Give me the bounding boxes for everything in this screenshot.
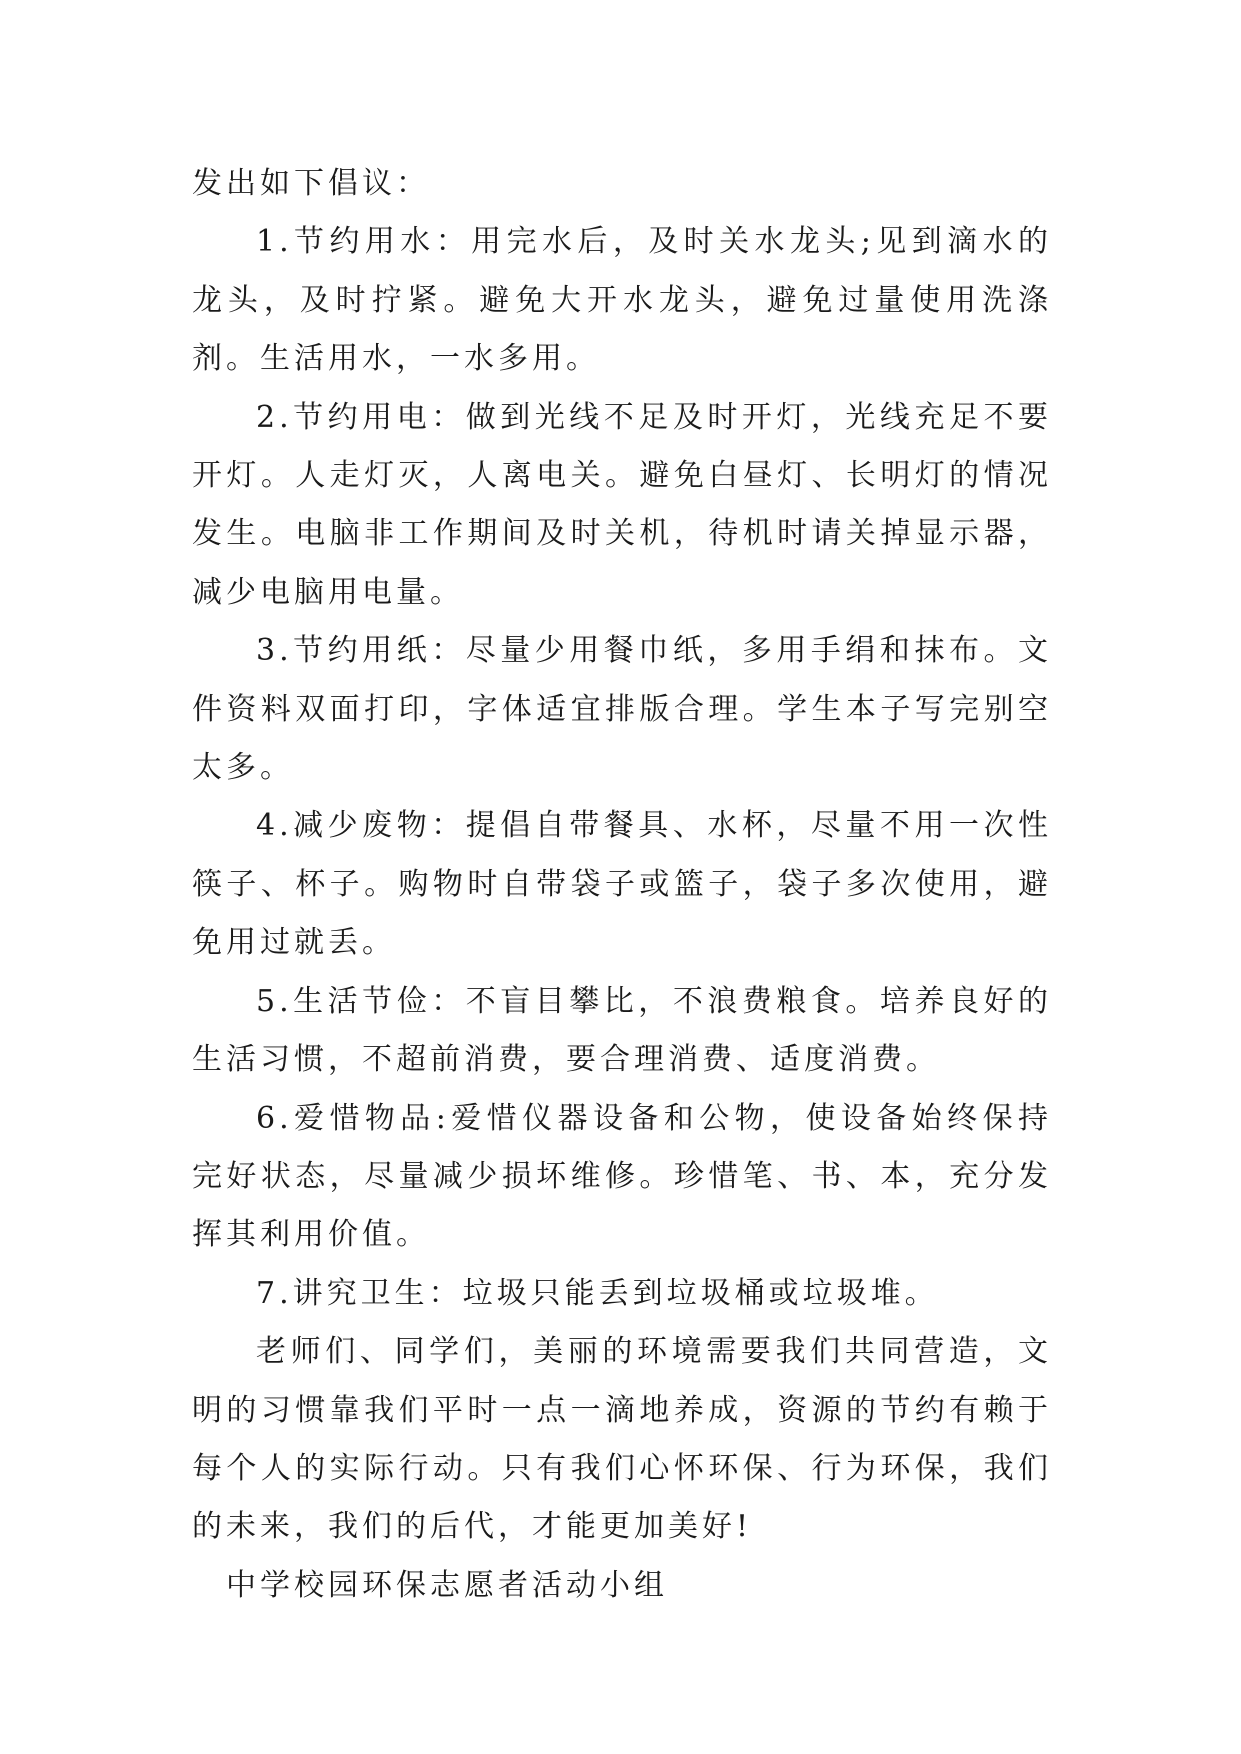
proposal-item-paper: 3.节约用纸：尽量少用餐巾纸，多用手绢和抹布。文件资料双面打印，字体适宜排版合理。学生本子写完别空太多。 bbox=[192, 633, 1052, 786]
proposal-item-care: 6.爱惜物品:爱惜仪器设备和公物，使设备始终保持完好状态，尽量减少损坏维修。珍惜笔、书、本，充分发挥其利用价值。 bbox=[192, 1100, 1052, 1253]
document-body bbox=[192, 155, 1052, 1615]
proposal-item-water: 1.节约用水：用完水后，及时关水龙头;见到滴水的龙头，及时拧紧。避免大开水龙头，避免过量使用洗涤剂。生活用水，一水多用。 bbox=[192, 224, 1052, 377]
signature: 中学校园环保志愿者活动小组 bbox=[226, 1567, 668, 1603]
proposal-item-frugality: 5.生活节俭：不盲目攀比，不浪费粮食。培养良好的生活习惯，不超前消费，要合理消费、适度消费。 bbox=[192, 983, 1052, 1078]
proposal-item-electricity: 2.节约用电：做到光线不足及时开灯，光线充足不要开灯。人走灯灭，人离电关。避免白昼灯、长明灯的情况发生。电脑非工作期间及时关机，待机时请关掉显示器，减少电脑用电量。 bbox=[192, 399, 1052, 610]
proposal-item-waste: 4.减少废物：提倡自带餐具、水杯，尽量不用一次性筷子、杯子。购物时自带袋子或篮子，袋子多次使用，避免用过就丢。 bbox=[192, 808, 1052, 961]
closing-paragraph: 老师们、同学们，美丽的环境需要我们共同营造，文明的习惯靠我们平时一点一滴地养成，资源的节约有赖于每个人的实际行动。只有我们心怀环保、行为环保，我们的未来，我们的后代，才能更加美好! bbox=[192, 1334, 1052, 1545]
opening-line: 发出如下倡议： bbox=[192, 166, 430, 201]
proposal-item-hygiene: 7.讲究卫生：垃圾只能丢到垃圾桶或垃圾堆。 bbox=[256, 1275, 939, 1311]
